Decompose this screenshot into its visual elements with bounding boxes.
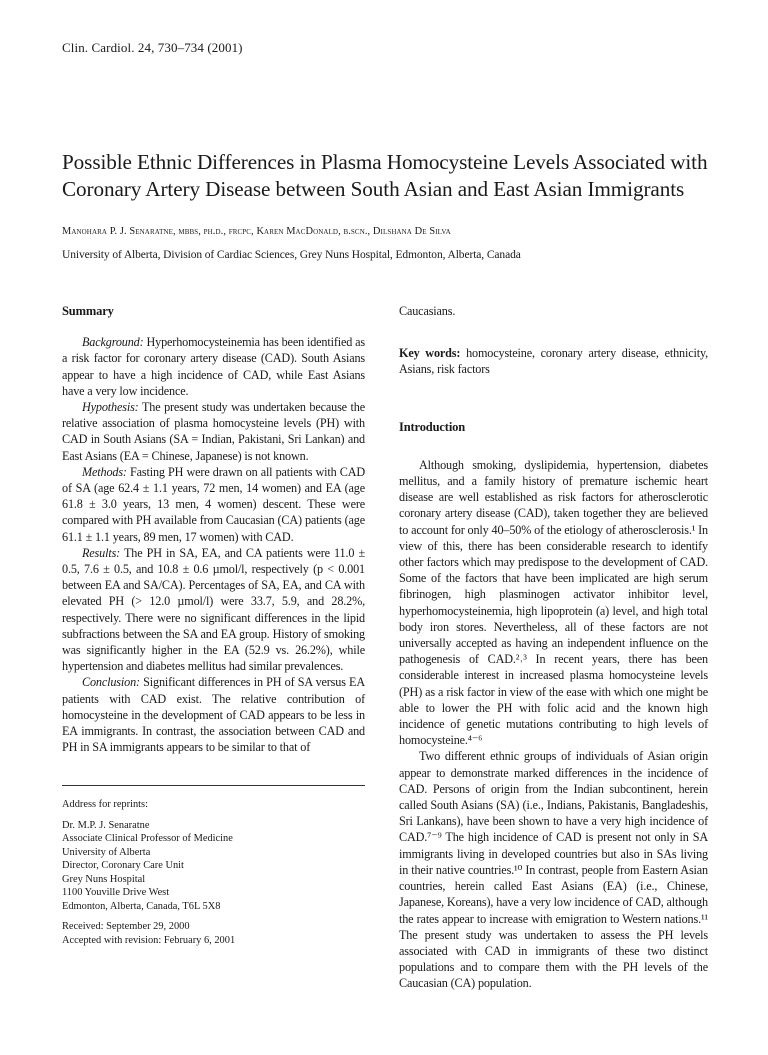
results-text: The PH in SA, EA, and CA patients were 11.0 ± 0.5, 7.6 ± 0.5, and 10.8 ± 0.6 µmol/l, respectively (p < 0.001 between EA and SA/CA). Percentages of SA, EA, and CA with elevated PH (> 12.0 µmol/l) were 33.7, 5.9, and 28.2%, respectively. There were no significant differences in the lipid subfractions between the SA and EA group. History of smoking was significantly higher in the EA (52.9 vs. 26.2%), while hypertension and diabetes mellitus had similar prevalences. [62,545,365,674]
address-line: Grey Nuns Hospital [62,873,146,885]
right-column [399,303,708,992]
intro-paragraph-2: Two different ethnic groups of individuals of Asian origin appear to demonstrate marked differences in the incidence of CAD. Persons of origin from the Indian subcontinent, herein called South Asians (SA) (i.e., Indians, Pakistanis, Bangladeshis, Sri Lankans), have been shown to have a very high incidence of CAD.⁷⁻⁹ The high incidence of CAD is present not only in SA immigrants living in developed countries but also in SAs living in their native countries.¹⁰ In contrast, people from Eastern Asian countries, herein called East Asians (EA) (i.e., Chinese, Japanese, Koreans), have a very low incidence of CAD, although the rates appear to increase with emigration to Western nations.¹¹ The present study was undertaken to assess the PH levels associated with CAD in immigrants of these two distinct populations and to compare them with the PH levels of the Caucasian (CA) population. [399,749,708,991]
summary-methods [62,464,365,545]
methods-text: Fasting PH were drawn on all patients with CAD of SA (age 62.4 ± 1.1 years, 72 men, 14 women) and EA (age 61.8 ± 3.0 years, 13 men, 4 women) descent. These were compared with PH available from Caucasian (CA) patients (age 61.1 ± 1.1 years, 89 men, 17 women) with CAD. [62,464,365,544]
methods-label: Methods: [82,464,127,479]
address-line: Dr. M.P. J. Senaratne [62,819,150,831]
article-title: Possible Ethnic Differences in Plasma Homocysteine Levels Associated with Coronary Artery Disease between South Asian and East Asian Immigrants [62,150,708,201]
affiliation: University of Alberta, Division of Cardiac Sciences, Grey Nuns Hospital, Edmonton, Alberta, Canada [62,249,521,261]
background-label: Background: [82,335,144,350]
hypothesis-text: The present study was undertaken because the relative association of plasma homocysteine levels (PH) with CAD in South Asians (SA = Indian, Pakistani, Sri Lankan) and East Asians (EA = Chinese, Japanese) is not known. [62,400,365,463]
address-line: 1100 Youville Drive West [62,887,170,898]
address-line: Associate Clinical Professor of Medicine [62,833,233,844]
conclusion-text: Significant differences in PH of SA versus EA patients with CAD exist. The relative contribution of homocysteine in the development of CAD appears to be less in EA immigrants. In contrast, the association between CAD and PH in SA immigrants appears to be similar to that of [62,675,365,755]
footnote-divider [62,785,365,786]
received-date: Received: September 29, 2000 [62,921,190,932]
introduction-heading: Introduction [399,419,466,434]
hypothesis-label: Hypothesis: [82,400,139,415]
address-line: Edmonton, Alberta, Canada, T6L 5X8 [62,900,221,912]
keywords [399,345,708,377]
summary-heading: Summary [62,304,114,318]
intro-paragraph-1: Although smoking, dyslipidemia, hypertension, diabetes mellitus, and a family history of premature ischemic heart disease are well established as risk factors for atherosclerotic coronary artery disease (CAD), taken together they are believed to account for only 40–50% of the etiology of atherosclerosis.¹ In view of this, there has been considerable research to identify other factors which may predispose to the development of CAD. Some of the factors that have been implicated are high serum fibrinogen, high plasminogen activator inhibitor level, hyperhomocysteinemia, high lipoprotein (a) level, and high total body iron stores. Nevertheless, all of these factors are not universally accepted as having an independent influence on the pathogenesis of CAD.²˒³ In recent years, there has been considerable interest in increased plasma homocysteine levels (PH) as a risk factor in view of the ease with which one might be able to lower the PH with folic acid and the known high incidence of genetic mutations contributing to high levels of homocysteine.⁴⁻⁶ [399,457,708,748]
background-text: Hyperhomocysteinemia has been identified as a risk factor for coronary artery disease (CAD). South Asians appear to have a high incidence of CAD, while East Asians have a very low incidence. [62,335,365,398]
authors-text: Manohara P. J. Senaratne, mbbs, ph.d., frcpc, Karen MacDonald, b.scn., Dilshana De Silva [62,226,451,237]
conclusion-label: Conclusion: [82,675,140,690]
left-column [62,303,365,755]
summary-background [62,334,365,399]
results-label: Results: [82,545,121,560]
summary-results [62,545,365,675]
keywords-text: homocysteine, coronary artery disease, ethnicity, Asians, risk factors [399,346,708,377]
reprints-footnote [62,798,365,947]
journal-citation: Clin. Cardiol. 24, 730–734 (2001) [62,40,243,55]
accepted-date: Accepted with revision: February 6, 2001 [62,934,236,946]
keywords-label: Key words: [399,346,461,361]
conclusion-continued: Caucasians. [399,304,456,318]
address-line: University of Alberta [62,846,151,858]
address-line: Director, Coronary Care Unit [62,860,184,871]
author-list [62,226,451,237]
reprints-label: Address for reprints: [62,799,148,810]
summary-hypothesis [62,399,365,464]
summary-conclusion [62,674,365,755]
